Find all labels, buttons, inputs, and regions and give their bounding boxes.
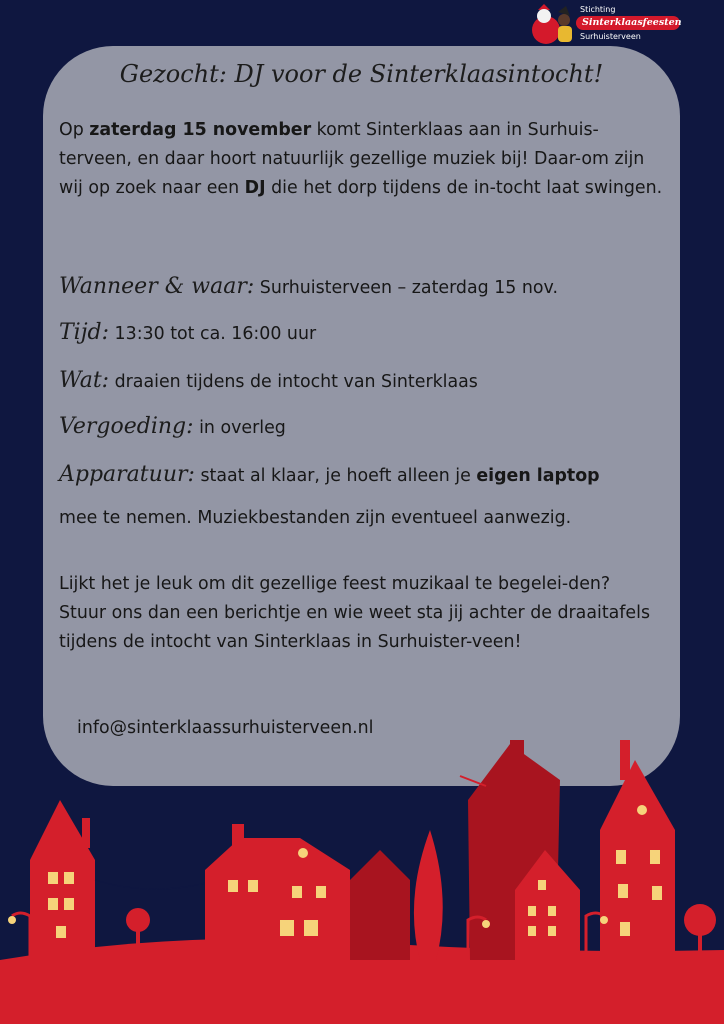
vergoeding-value: in overleg (193, 418, 286, 438)
intro-text-3: die het dorp tijdens de in-tocht laat swingen. (265, 178, 663, 198)
closing-text (59, 570, 669, 657)
intro-dj: DJ (244, 178, 266, 198)
apparatuur-continued: mee te nemen. Muziekbestanden zijn eventueel aanwezig. (59, 508, 572, 528)
intro-text-1: Op (59, 120, 90, 140)
intro-date: zaterdag 15 november (89, 120, 312, 140)
apparatuur-label: Apparatuur: (59, 462, 195, 487)
detail-apparatuur (59, 462, 669, 487)
detail-tijd (59, 320, 669, 345)
wat-value: draaien tijdens de intocht van Sinterklaas (109, 372, 478, 392)
wat-label: Wat: (59, 368, 110, 393)
intro-text-2: komt Sinterklaas aan in Surhuis-terveen, en daar hoort natuurlijk gezellige muziek bij! Daar-om zijn wij op zoek naar een (59, 120, 645, 198)
logo-banner: Sinterklaasfeesten (576, 16, 680, 30)
tijd-value: 13:30 tot ca. 16:00 uur (109, 324, 317, 344)
detail-wat (59, 368, 669, 393)
wanneer-label: Wanneer & waar: (59, 274, 255, 299)
vergoeding-label: Vergoeding: (59, 414, 194, 439)
closing-line-2: Stuur ons dan een berichtje en wie weet sta jij achter de draaitafels tijdens de intocht van Sinterklaas in Surhuister-veen! (59, 603, 651, 652)
intro-paragraph (59, 116, 664, 203)
wanneer-value: Surhuisterveen – zaterdag 15 nov. (254, 278, 558, 298)
logo-place: Surhuisterveen (580, 32, 641, 41)
detail-wanneer (59, 274, 669, 299)
apparatuur-value: staat al klaar, je hoeft alleen je (194, 466, 477, 486)
logo (528, 2, 684, 46)
tijd-label: Tijd: (59, 320, 110, 345)
detail-vergoeding (59, 414, 669, 439)
headline: Gezocht: DJ voor de Sinterklaasintocht! (119, 60, 604, 88)
logo-stichting: Stichting (580, 5, 616, 14)
apparatuur-laptop: eigen laptop (476, 466, 600, 486)
content-card (43, 46, 680, 786)
sinterklaas-logo-icon (528, 2, 580, 46)
village-illustration (0, 720, 724, 1024)
closing-line-1: Lijkt het je leuk om dit gezellige feest muzikaal te begelei-den? (59, 574, 611, 594)
email-address[interactable]: info@sinterklaassurhuisterveen.nl (77, 718, 374, 738)
